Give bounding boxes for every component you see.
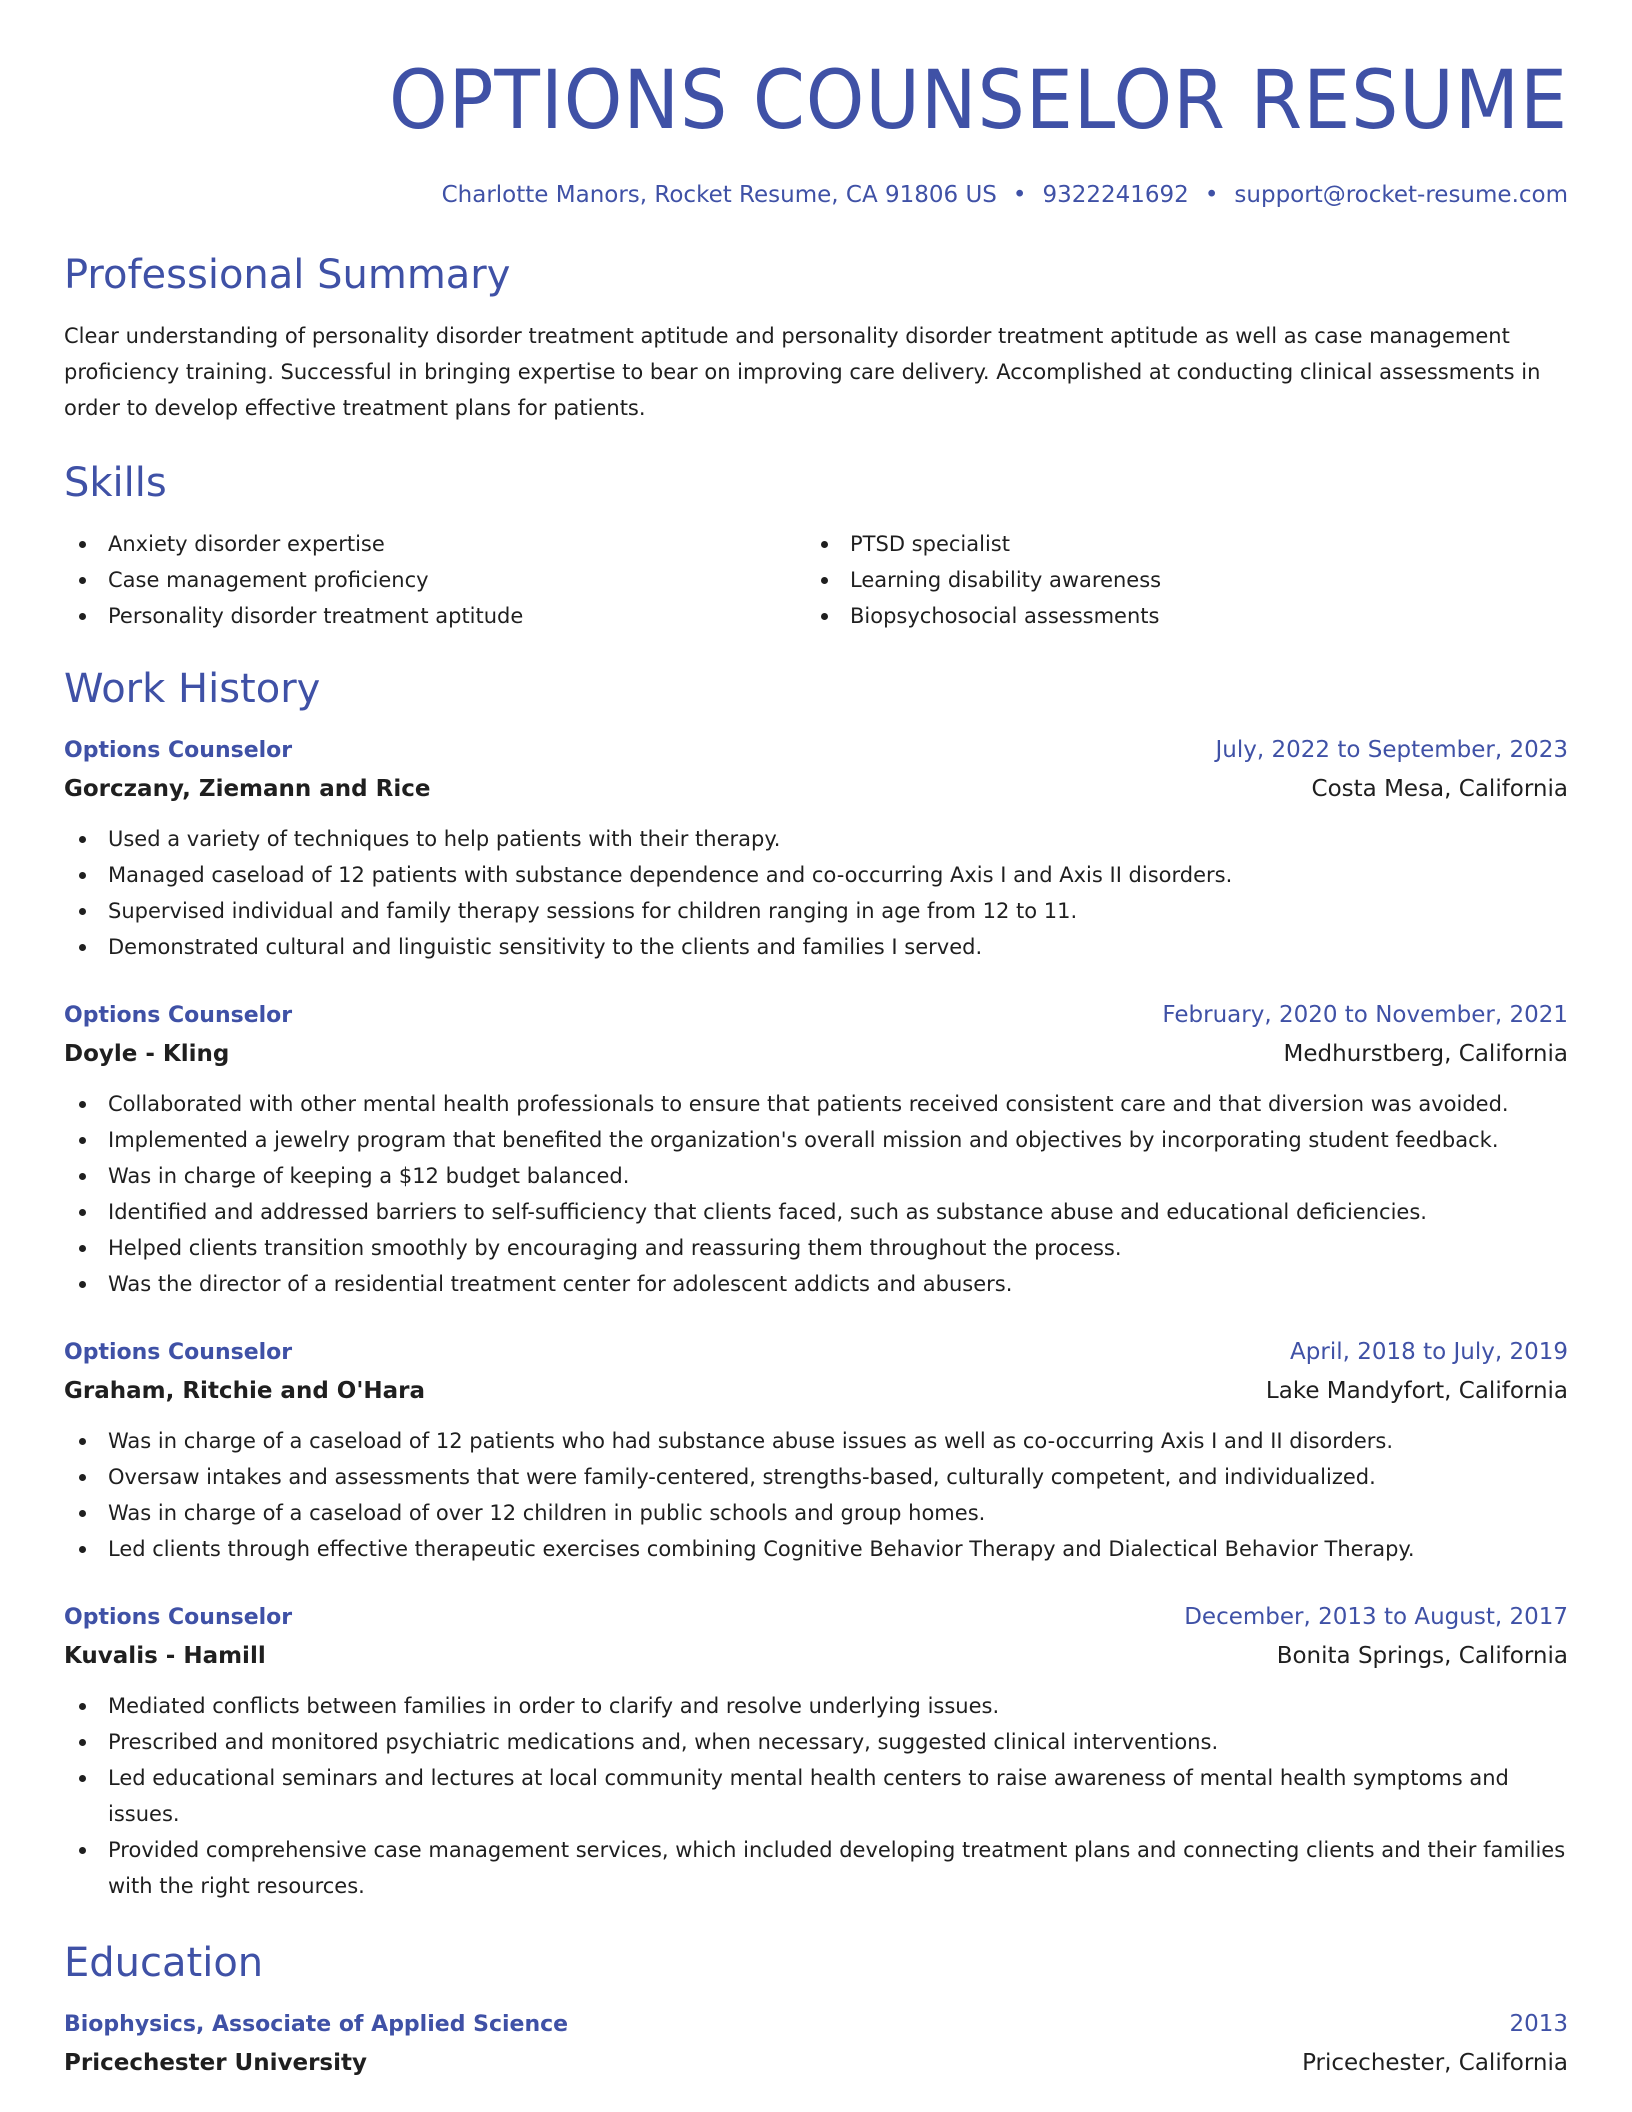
separator-dot: •: [1012, 182, 1027, 208]
job-dates: July, 2022 to September, 2023: [1215, 737, 1568, 763]
job-bullets: [64, 1688, 1568, 1904]
job-bullet: Demonstrated cultural and linguistic sensitivity to the clients and families I served.: [64, 929, 1568, 965]
job-entry: [64, 734, 1568, 965]
job-bullet: Supervised individual and family therapy sessions for children ranging in age from 12 to 11.: [64, 893, 1568, 929]
job-location: Bonita Springs, California: [1276, 1643, 1568, 1669]
job-company: Graham, Ritchie and O'Hara: [64, 1378, 426, 1404]
skills-heading: Skills: [64, 460, 167, 506]
resume-title: OPTIONS COUNSELOR RESUME: [388, 54, 1568, 148]
job-entry: [64, 1336, 1568, 1567]
education-location: Pricechester, California: [1302, 2050, 1568, 2076]
education-school-row: [64, 2041, 1568, 2079]
job-dates: February, 2020 to November, 2021: [1162, 1002, 1568, 1028]
skill-item: Personality disorder treatment aptitude: [64, 598, 806, 634]
job-company-row: [64, 1634, 1568, 1672]
contact-email[interactable]: support@rocket-resume.com: [1234, 182, 1568, 208]
job-location: Medhurstberg, California: [1283, 1041, 1568, 1067]
job-bullet: Collaborated with other mental health professionals to ensure that patients received consistent care and that diversion was avoided.: [64, 1086, 1568, 1122]
skill-item: Learning disability awareness: [806, 562, 1548, 598]
job-entry: [64, 1601, 1568, 1904]
skill-item: Case management proficiency: [64, 562, 806, 598]
job-title: Options Counselor: [64, 1340, 293, 1365]
education-entry: [64, 2008, 1568, 2079]
skill-item: PTSD specialist: [806, 526, 1548, 562]
job-bullets: [64, 821, 1568, 965]
education-degree: Biophysics, Associate of Applied Science: [64, 2012, 569, 2037]
job-company-row: [64, 1369, 1568, 1407]
job-bullet: Was in charge of a caseload of over 12 children in public schools and group homes.: [64, 1495, 1568, 1531]
job-dates: December, 2013 to August, 2017: [1184, 1604, 1568, 1630]
skills-list: [64, 526, 1568, 634]
contact-address: Charlotte Manors, Rocket Resume, CA 91806 US: [441, 182, 997, 208]
job-location: Lake Mandyfort, California: [1265, 1378, 1568, 1404]
job-bullet: Led educational seminars and lectures at local community mental health centers to raise awareness of mental health symptoms and issues.: [64, 1760, 1568, 1832]
job-header-row: [64, 1601, 1568, 1634]
job-bullet: Was in charge of keeping a $12 budget balanced.: [64, 1158, 1568, 1194]
job-company: Gorczany, Ziemann and Rice: [64, 776, 431, 802]
education-header-row: [64, 2008, 1568, 2041]
education-heading: Education: [64, 1940, 264, 1986]
job-bullet: Helped clients transition smoothly by encouraging and reassuring them throughout the process.: [64, 1230, 1568, 1266]
job-entry: [64, 999, 1568, 1302]
job-header-row: [64, 999, 1568, 1032]
job-bullet: Was the director of a residential treatment center for adolescent addicts and abusers.: [64, 1266, 1568, 1302]
skill-item: Biopsychosocial assessments: [806, 598, 1548, 634]
job-bullet: Used a variety of techniques to help patients with their therapy.: [64, 821, 1568, 857]
job-dates: April, 2018 to July, 2019: [1290, 1339, 1568, 1365]
summary-heading: Professional Summary: [64, 252, 511, 298]
job-company: Kuvalis - Hamill: [64, 1643, 266, 1669]
job-bullet: Prescribed and monitored psychiatric medications and, when necessary, suggested clinical interventions.: [64, 1724, 1568, 1760]
job-bullet: Was in charge of a caseload of 12 patients who had substance abuse issues as well as co-occurring Axis I and II disorders.: [64, 1423, 1568, 1459]
skills-column-right: [806, 526, 1548, 634]
job-title: Options Counselor: [64, 738, 293, 763]
job-company: Doyle - Kling: [64, 1041, 230, 1067]
job-header-row: [64, 734, 1568, 767]
contact-phone[interactable]: 9322241692: [1042, 182, 1189, 208]
job-bullet: Implemented a jewelry program that benefited the organization's overall mission and objectives by incorporating student feedback.: [64, 1122, 1568, 1158]
job-bullet: Managed caseload of 12 patients with substance dependence and co-occurring Axis I and Axis II disorders.: [64, 857, 1568, 893]
job-bullet: Identified and addressed barriers to self-sufficiency that clients faced, such as substance abuse and educational deficiencies.: [64, 1194, 1568, 1230]
contact-line: [64, 180, 1568, 210]
education-school: Pricechester University: [64, 2050, 367, 2076]
skill-item: Anxiety disorder expertise: [64, 526, 806, 562]
job-bullet: Oversaw intakes and assessments that were family-centered, strengths-based, culturally competent, and individualized.: [64, 1459, 1568, 1495]
job-bullet: Mediated conflicts between families in order to clarify and resolve underlying issues.: [64, 1688, 1568, 1724]
job-bullet: Provided comprehensive case management services, which included developing treatment plans and connecting clients and their families with the right resources.: [64, 1832, 1568, 1904]
skills-column-left: [64, 526, 806, 634]
work-history-heading: Work History: [64, 666, 321, 712]
job-bullets: [64, 1423, 1568, 1567]
resume-header: [64, 0, 1568, 210]
summary-text: Clear understanding of personality disorder treatment aptitude and personality disorder treatment aptitude as well as case management proficiency training. Successful in bringing expertise to bear on improving care delivery. Accomplished at conducting clinical assessments in order to develop effective treatment plans for patients.: [64, 324, 1541, 420]
education-year: 2013: [1509, 2011, 1568, 2037]
job-company-row: [64, 767, 1568, 805]
job-bullet: Led clients through effective therapeutic exercises combining Cognitive Behavior Therapy and Dialectical Behavior Therapy.: [64, 1531, 1568, 1567]
job-location: Costa Mesa, California: [1311, 776, 1568, 802]
separator-dot: •: [1204, 182, 1219, 208]
job-company-row: [64, 1032, 1568, 1070]
job-title: Options Counselor: [64, 1003, 293, 1028]
job-bullets: [64, 1086, 1568, 1302]
job-header-row: [64, 1336, 1568, 1369]
job-title: Options Counselor: [64, 1605, 293, 1630]
